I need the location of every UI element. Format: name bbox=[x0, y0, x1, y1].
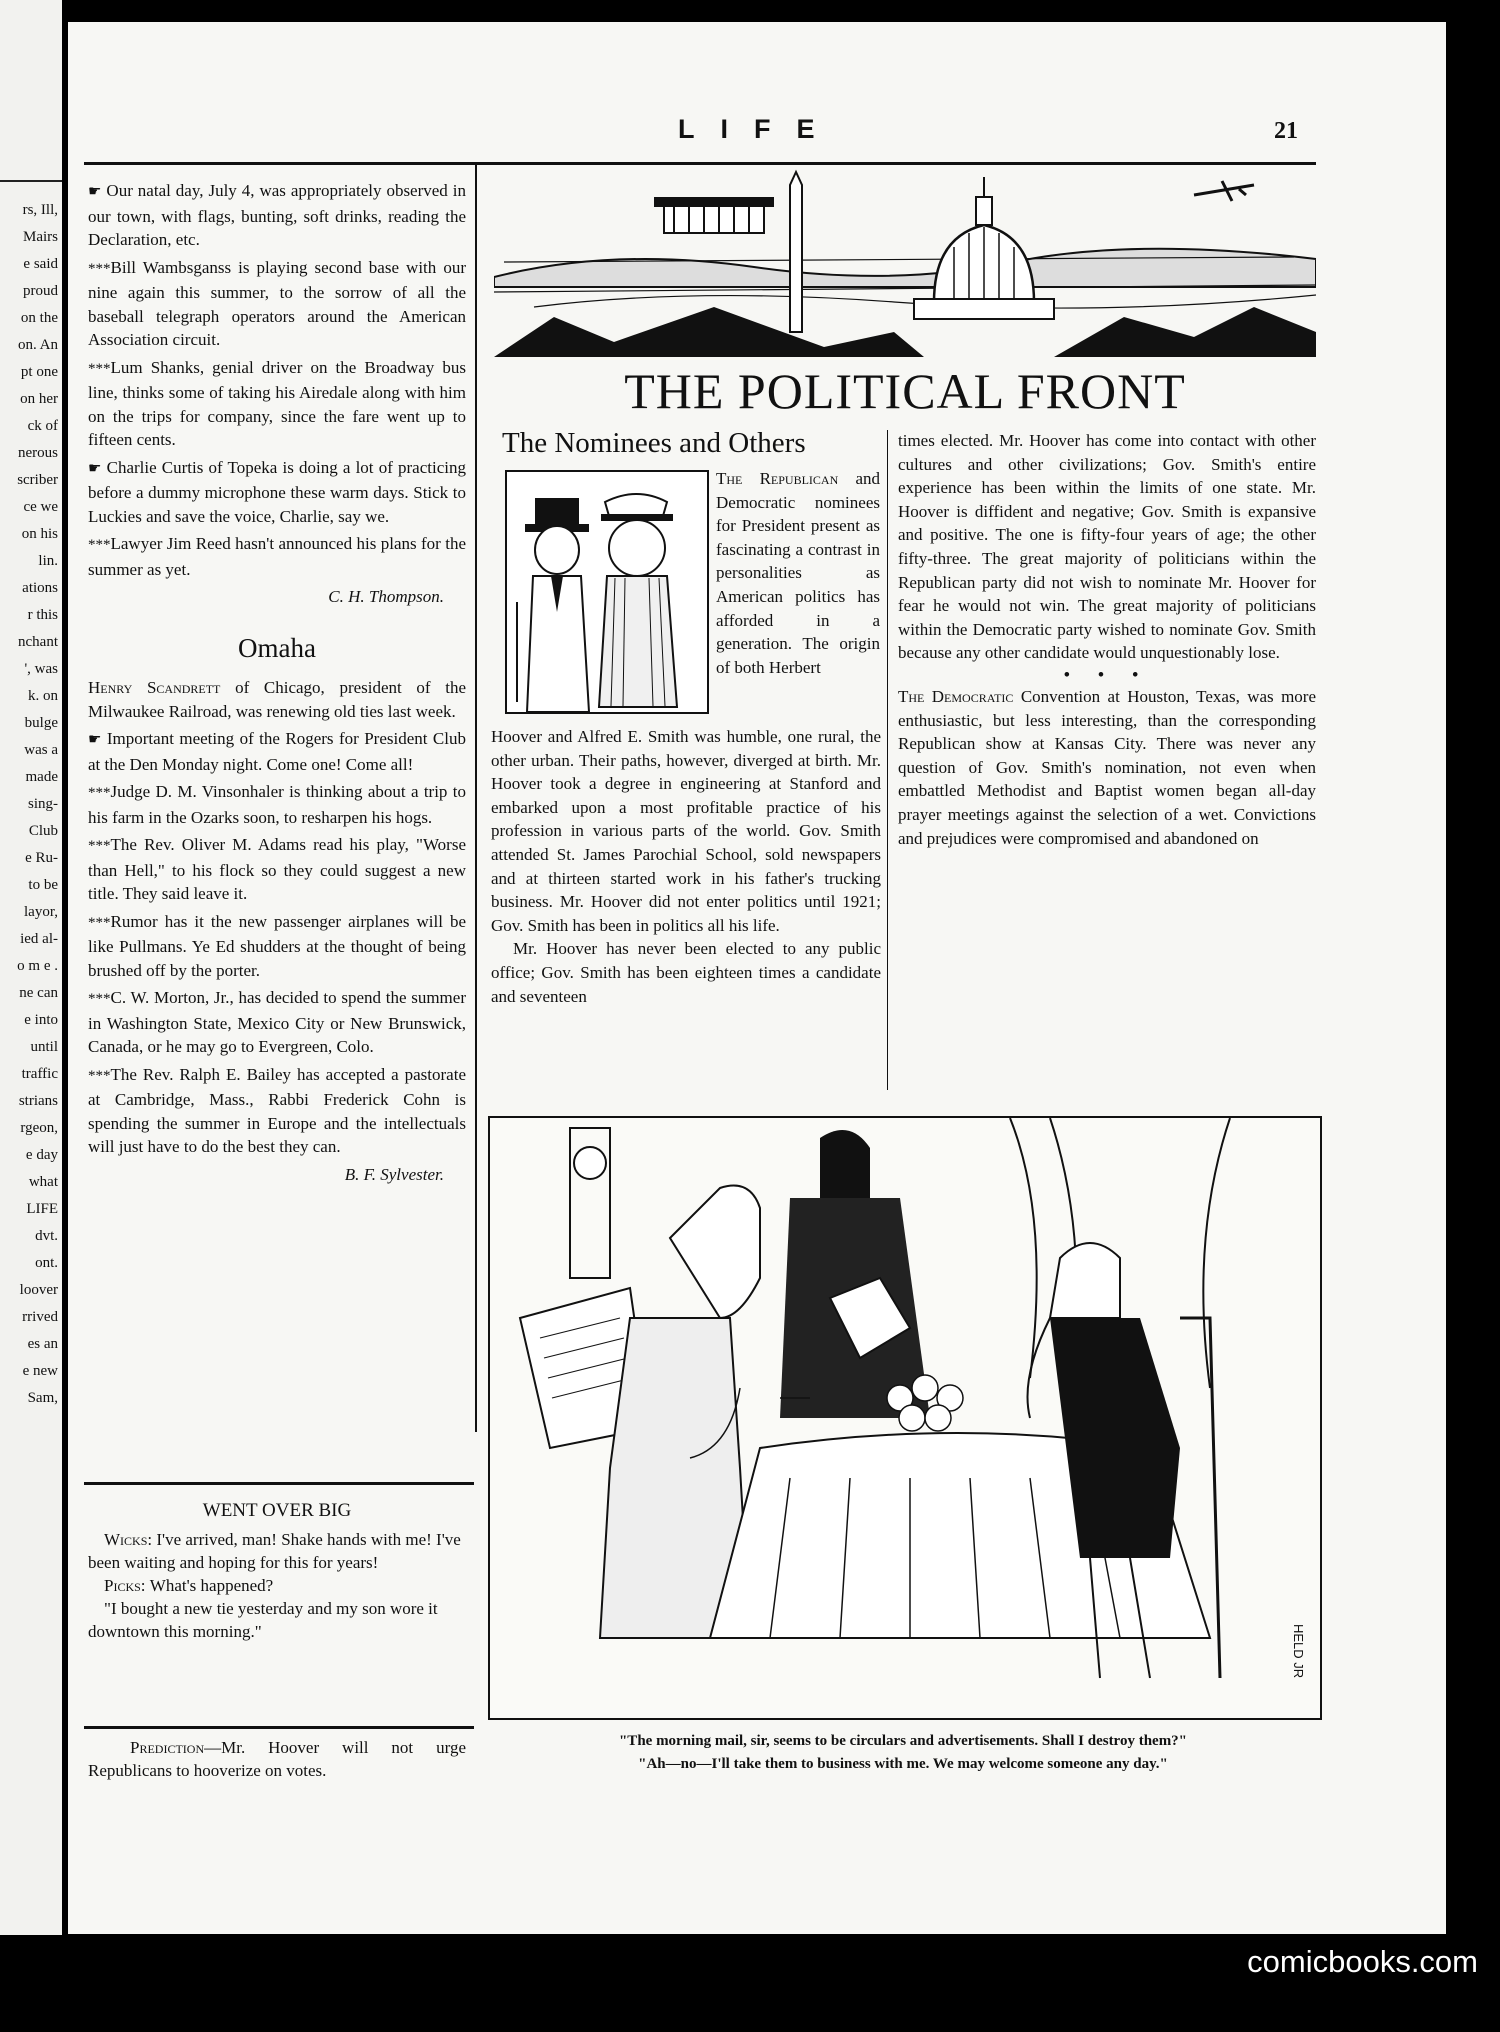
news-item bbox=[88, 179, 466, 252]
previous-page-fragment: k. on bbox=[28, 688, 58, 704]
news-item bbox=[88, 910, 466, 983]
previous-page-fragment: to be bbox=[28, 877, 58, 893]
header-rule bbox=[84, 162, 1316, 165]
previous-page-fragment: o m e . bbox=[17, 958, 58, 974]
cartoon-caption bbox=[488, 1730, 1318, 1776]
asterism-mark: *** bbox=[88, 537, 111, 553]
previous-page-edge bbox=[0, 0, 62, 1935]
article-paragraph-text: Convention at Houston, Texas, was more enthusiastic, but less interesting, than the corresponding Republican show at Kansas City. There was never any question of Gov. Smith's nomination, not even when embattled Methodist and Baptist women began all-day prayer meetings against the selection of a wet. Convictions and prejudices were compromised and abandoned on bbox=[898, 686, 1317, 848]
news-item bbox=[88, 456, 466, 529]
section-rule bbox=[84, 1482, 474, 1485]
previous-page-fragment: rgeon, bbox=[20, 1120, 58, 1136]
article-lead-in: The Republican bbox=[716, 469, 839, 488]
article-body-left bbox=[491, 725, 881, 1008]
left-column bbox=[88, 179, 466, 1190]
previous-page-fragment: scriber bbox=[17, 472, 58, 488]
previous-page-fragment: ations bbox=[22, 580, 58, 596]
magazine-page bbox=[68, 22, 1446, 1934]
dialogue-line bbox=[88, 1528, 466, 1574]
news-item bbox=[88, 356, 466, 452]
news-item bbox=[88, 1063, 466, 1159]
speaker-name: Wicks: bbox=[104, 1530, 157, 1549]
previous-page-fragment: e said bbox=[23, 256, 58, 272]
prediction-item bbox=[88, 1736, 466, 1782]
previous-page-fragment: was a bbox=[24, 742, 58, 758]
news-item bbox=[88, 986, 466, 1059]
previous-page-fragment: on her bbox=[20, 391, 58, 407]
pointing-hand-icon: ☛ bbox=[88, 732, 102, 748]
previous-page-fragment: loover bbox=[19, 1282, 58, 1298]
previous-page-fragment: es an bbox=[27, 1336, 58, 1352]
artist-signature: HELD JR bbox=[1291, 1623, 1306, 1678]
news-item-text: Charlie Curtis of Topeka is doing a lot of practicing before a dummy microphone these warm days. Stick to Luckies and save the voice, Charlie, say we. bbox=[88, 457, 466, 526]
previous-page-fragment: on the bbox=[20, 310, 58, 326]
pointing-hand-icon: ☛ bbox=[88, 460, 102, 477]
article-title: THE POLITICAL FRONT bbox=[624, 363, 1186, 419]
news-item bbox=[88, 833, 466, 906]
previous-page-fragment: ont. bbox=[35, 1255, 58, 1271]
previous-page-fragment: ck of bbox=[27, 418, 58, 434]
news-item-text: Bill Wambsganss is playing second base with our nine again this summer, to the sorrow of all the baseball telegraph operators around the American Association circuit. bbox=[88, 257, 466, 349]
omaha-lead-name: Henry Scandrett bbox=[88, 678, 221, 697]
article-paragraph: Mr. Hoover has never been elected to any public office; Gov. Smith has been eighteen times a candidate and seventeen bbox=[491, 939, 881, 1006]
previous-page-fragment: strians bbox=[18, 1093, 58, 1109]
news-item-text: Judge D. M. Vinsonhaler is thinking about a trip to his farm in the Ozarks soon, to resharpen his hogs. bbox=[88, 782, 466, 827]
asterism-mark: *** bbox=[88, 260, 111, 277]
prediction-text: —Mr. Hoover will not urge Republicans to hooverize on votes. bbox=[88, 1738, 466, 1780]
previous-page-fragment: e day bbox=[25, 1147, 58, 1163]
article-paragraph bbox=[898, 685, 1316, 850]
news-item bbox=[88, 532, 466, 581]
dialogue-text: What's happened? bbox=[149, 1576, 274, 1595]
previous-page-fragment: nchant bbox=[18, 634, 58, 650]
previous-page-fragment: e into bbox=[24, 1012, 58, 1028]
nominees-caricature bbox=[505, 470, 709, 714]
news-item-text: Lawyer Jim Reed hasn't announced his plans for the summer as yet. bbox=[88, 534, 466, 579]
asterism-mark: *** bbox=[88, 1067, 111, 1084]
previous-page-fragment: dvt. bbox=[35, 1228, 58, 1244]
restaurant-cartoon bbox=[488, 1116, 1322, 1720]
previous-page-fragment: lin. bbox=[38, 553, 58, 569]
joke-title: WENT OVER BIG bbox=[202, 1500, 352, 1521]
article-paragraph: Hoover and Alfred E. Smith was humble, one rural, the other urban. Their paths, however, diverged at birth. Mr. Hoover took a degree in engineering at Stanford and embarked upon a most profitable practice of his profession in various parts of the world. Gov. Smith attended St. James Parochial School, sold newspapers and at thirteen started work in his father's trucking business. Mr. Hoover did not enter politics until 1921; Gov. Smith has been in politics all his life. bbox=[491, 727, 881, 935]
news-item-text: Rumor has it the new passenger airplanes will be like Pullmans. Ye Ed shudders at the thought of being brushed off by the porter. bbox=[88, 911, 466, 980]
town-news-items bbox=[88, 179, 466, 581]
signature: B. F. Sylvester. bbox=[344, 1164, 444, 1184]
asterism-mark: *** bbox=[88, 360, 111, 377]
washington-skyline-illustration bbox=[494, 167, 1316, 357]
column-divider bbox=[475, 164, 477, 1432]
asterism-mark: *** bbox=[88, 914, 111, 931]
previous-page-fragment: Mairs bbox=[23, 229, 58, 245]
news-item bbox=[88, 256, 466, 352]
previous-page-fragment: proud bbox=[23, 283, 58, 299]
signature: C. H. Thompson. bbox=[328, 587, 444, 606]
article-intro-text: and Democratic nominees for President present as fascinating a contrast in personalities as American politics has afforded in a generation. The origin of both Herbert bbox=[716, 469, 881, 677]
previous-page-fragment: rrived bbox=[22, 1309, 58, 1325]
news-item-text: Our natal day, July 4, was appropriately observed in our town, with flags, bunting, soft drinks, reading the Declaration, etc. bbox=[88, 181, 466, 249]
previous-page-fragment: bulge bbox=[24, 715, 58, 731]
section-rule bbox=[84, 1726, 474, 1729]
asterism-mark: *** bbox=[88, 838, 111, 854]
previous-page-fragment: nerous bbox=[18, 445, 58, 461]
article-intro bbox=[716, 467, 880, 679]
previous-page-fragment: Club bbox=[28, 823, 58, 839]
section-heading-omaha: Omaha bbox=[238, 632, 316, 663]
previous-page-fragment: sing- bbox=[28, 796, 58, 812]
previous-page-fragment: until bbox=[30, 1039, 58, 1055]
caption-line: "The morning mail, sir, seems to be circulars and advertisements. Shall I destroy them?" bbox=[618, 1733, 1188, 1749]
article-paragraph: times elected. Mr. Hoover has come into contact with other cultures and other civilizations; Gov. Smith's entire experience has been within the limits of one state. Mr. Hoover is diffident and negative; Gov. Smith is expansive and positive. The one is fifty-four years of age; the other fifty-three. The great majority of politicians within the Republican party did not wish to nominate Mr. Hoover for fear he would not win. The great majority of politicians within the Democratic party wished to nominate Gov. Smith because any other candidate would unquestionably lose. bbox=[898, 431, 1316, 663]
asterism-mark: *** bbox=[88, 991, 111, 1007]
previous-page-fragment: ied al- bbox=[20, 931, 58, 947]
article-body-right bbox=[898, 429, 1316, 850]
dialogue-line bbox=[88, 1574, 466, 1597]
dialogue-line bbox=[88, 1597, 466, 1643]
previous-page-fragment: LIFE bbox=[26, 1201, 58, 1217]
previous-page-fragment: traffic bbox=[21, 1066, 58, 1082]
article-lead-in: The Democratic bbox=[898, 686, 1014, 706]
previous-page-rule bbox=[0, 180, 62, 182]
page-number: 21 bbox=[1274, 118, 1298, 144]
previous-page-fragment: on his bbox=[21, 526, 58, 542]
previous-page-fragment: e new bbox=[22, 1363, 58, 1379]
previous-page-fragment: ce we bbox=[23, 499, 58, 515]
news-item bbox=[88, 727, 466, 776]
column-divider bbox=[887, 430, 888, 1090]
previous-page-fragment: Sam, bbox=[27, 1390, 58, 1406]
joke-body bbox=[88, 1528, 466, 1643]
previous-page-fragment: what bbox=[28, 1174, 58, 1190]
omaha-news-items bbox=[88, 727, 466, 1159]
news-item-text: The Rev. Ralph E. Bailey has accepted a pastorate at Cambridge, Mass., Rabbi Frederick Cohn is spending the summer in Europe and the intellectuals will just have to do the best they can. bbox=[88, 1064, 466, 1156]
omaha-lead-text: of Chicago, president of the Milwaukee Railroad, was renewing old ties last week. bbox=[88, 678, 467, 721]
dialogue-text: "I bought a new tie yesterday and my son wore it downtown this morning." bbox=[88, 1599, 438, 1641]
news-item-text: C. W. Morton, Jr., has decided to spend the summer in Washington State, Mexico City or New Brunswick, Canada, or he may go to Evergreen, Colo. bbox=[88, 988, 466, 1056]
dialogue-text: I've arrived, man! Shake hands with me! I've been waiting and hoping for this for years! bbox=[88, 1530, 461, 1572]
news-item-text: The Rev. Oliver M. Adams read his play, "Worse than Hell," to his flock so they could suggest a new title. They said leave it. bbox=[88, 835, 466, 903]
previous-page-fragment: rs, Ill, bbox=[22, 202, 58, 218]
previous-page-fragment: ', was bbox=[24, 661, 58, 677]
news-item-text: Important meeting of the Rogers for President Club at the Den Monday night. Come one! Come all! bbox=[88, 729, 466, 774]
omaha-lead bbox=[88, 676, 466, 723]
previous-page-fragment: layor, bbox=[24, 904, 58, 920]
previous-page-fragment: e Ru- bbox=[25, 850, 58, 866]
caption-line: "Ah—no—I'll take them to business with me. We may welcome someone any day." bbox=[638, 1756, 1168, 1772]
prediction-label: Prediction bbox=[130, 1738, 205, 1757]
asterism-mark: *** bbox=[88, 785, 111, 801]
news-item-text: Lum Shanks, genial driver on the Broadway bus line, thinks some of taking his Airedale along with him on the trips for company, since the fare went up to fifteen cents. bbox=[88, 357, 466, 449]
magazine-title: LIFE bbox=[678, 114, 841, 144]
previous-page-fragment: pt one bbox=[20, 364, 58, 380]
pointing-hand-icon: ☛ bbox=[88, 184, 102, 200]
news-item bbox=[88, 780, 466, 829]
section-break-dots: • • • bbox=[1063, 664, 1151, 684]
previous-page-fragment: ne can bbox=[19, 985, 58, 1001]
watermark: comicbooks.com bbox=[1247, 1944, 1478, 1979]
speaker-name: Picks: bbox=[104, 1576, 150, 1595]
previous-page-fragment: on. An bbox=[17, 337, 58, 353]
previous-page-fragment: r this bbox=[27, 607, 58, 623]
previous-page-fragment: made bbox=[25, 769, 58, 785]
article-subhead: The Nominees and Others bbox=[502, 427, 806, 459]
restaurant-cartoon-drawing bbox=[490, 1118, 1316, 1714]
